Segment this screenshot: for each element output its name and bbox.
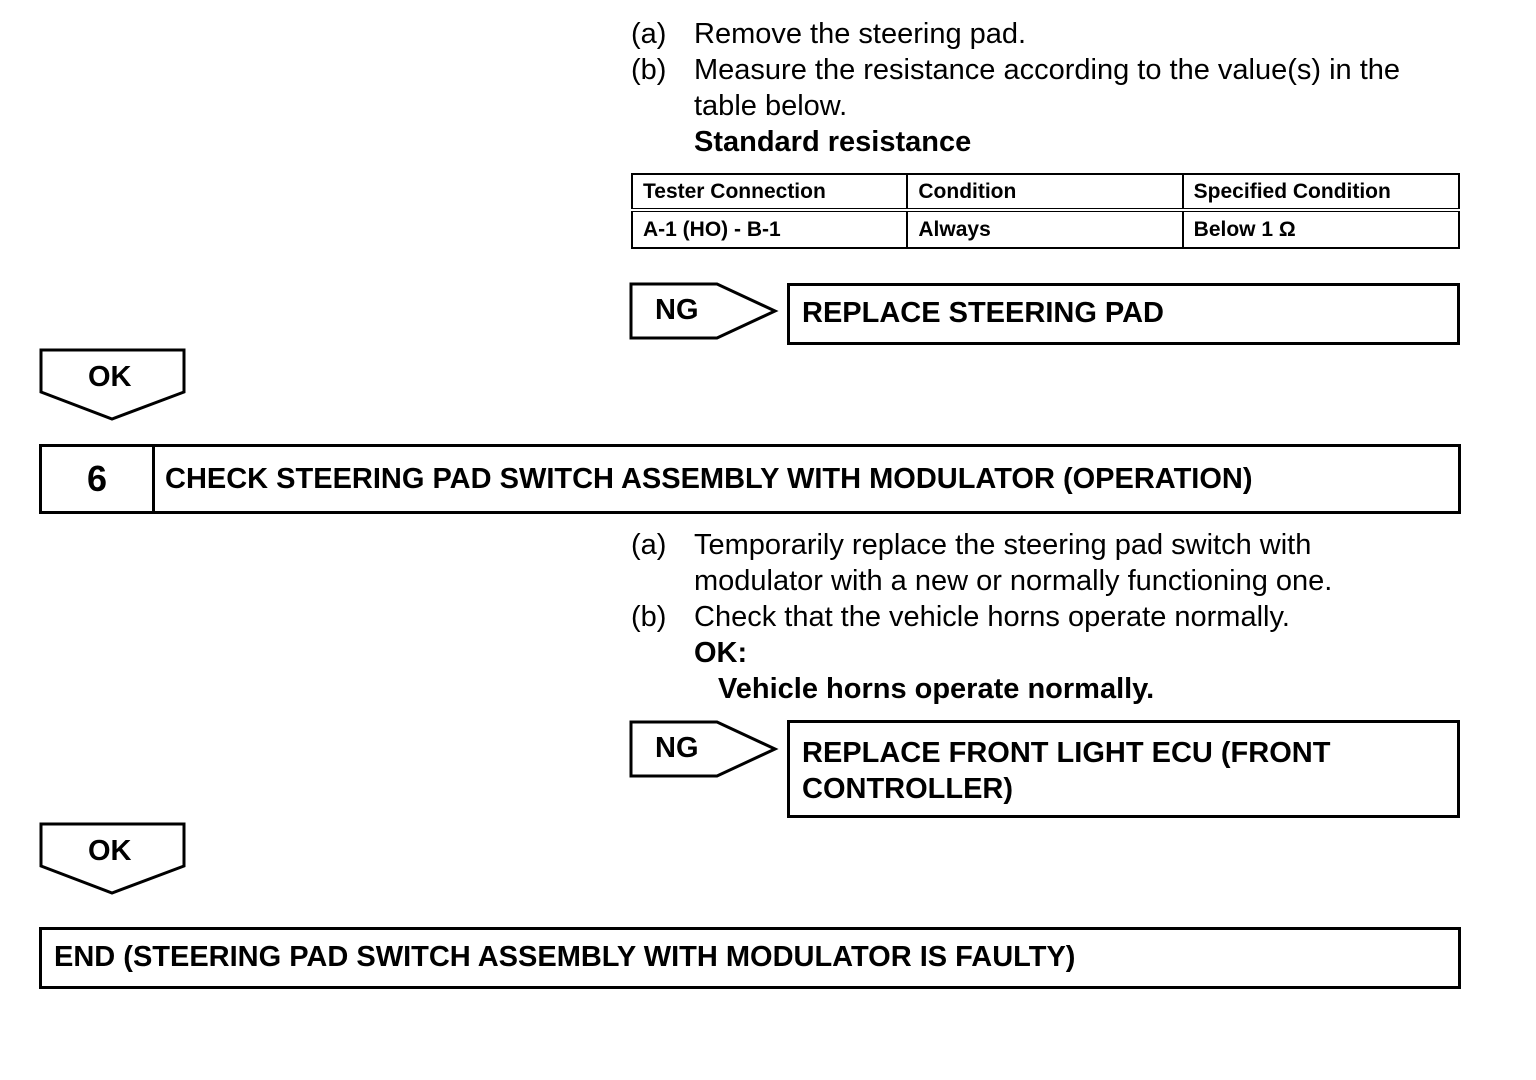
table-header-row — [632, 174, 1459, 210]
ok-label: OK — [88, 361, 132, 393]
ok-heading: OK: — [694, 637, 748, 669]
replace-front-light-ecu-box — [787, 720, 1460, 818]
step-b-measure-line2: table below. — [694, 90, 848, 122]
step-label: (a) — [631, 529, 667, 561]
ng-arrow-icon — [629, 720, 779, 778]
table-cell: Always — [907, 210, 1182, 248]
ng-arrow-icon — [629, 282, 779, 340]
step-text: Check that the vehicle horns operate normally. — [694, 601, 1290, 633]
step-6-header — [39, 444, 1461, 514]
action-line: CONTROLLER) — [802, 773, 1014, 805]
step-title: CHECK STEERING PAD SWITCH ASSEMBLY WITH MODULATOR (OPERATION) — [165, 463, 1253, 495]
table-cell: A-1 (HO) - B-1 — [632, 210, 907, 248]
step-label: (b) — [631, 601, 667, 633]
ng-label: NG — [655, 732, 699, 764]
step-text: Temporarily replace the steering pad switch with — [694, 529, 1312, 561]
table-header: Tester Connection — [632, 174, 907, 210]
step-text: Measure the resistance according to the value(s) in the — [694, 54, 1401, 86]
table-header: Condition — [907, 174, 1182, 210]
step-label: (b) — [631, 54, 667, 86]
end-box: END (STEERING PAD SWITCH ASSEMBLY WITH MODULATOR IS FAULTY) — [39, 927, 1461, 989]
step-label: (a) — [631, 18, 667, 50]
table-cell: Below 1 Ω — [1183, 210, 1459, 248]
ng-label: NG — [655, 294, 699, 326]
table-row — [632, 210, 1459, 248]
step-a-replace-switch-line2: modulator with a new or normally functioning one. — [694, 565, 1333, 597]
standard-resistance-label: Standard resistance — [694, 126, 972, 158]
ok-label: OK — [88, 835, 132, 867]
action-line: REPLACE FRONT LIGHT ECU (FRONT — [802, 737, 1331, 769]
step-text: Remove the steering pad. — [694, 18, 1027, 50]
replace-steering-pad-box: REPLACE STEERING PAD — [787, 283, 1460, 345]
table-header: Specified Condition — [1183, 174, 1459, 210]
step-number: 6 — [42, 447, 155, 511]
ok-condition: Vehicle horns operate normally. — [718, 673, 1155, 705]
resistance-table — [631, 173, 1460, 249]
